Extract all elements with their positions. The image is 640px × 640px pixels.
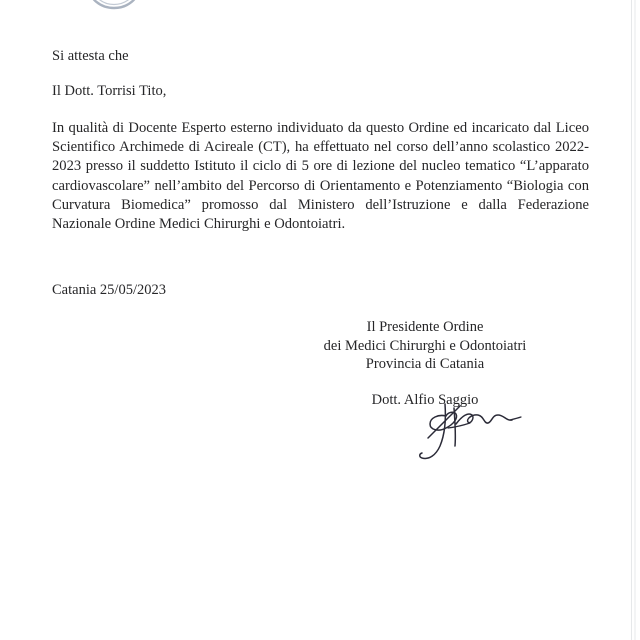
attestation-intro: Si attesta che	[52, 48, 129, 64]
signature-title-line-3: Provincia di Catania	[365, 356, 485, 372]
attestation-body-text: In qualità di Docente Esperto esterno individuato da questo Ordine ed incaricato dal Liceo Scientifico Archimede di Acireale (CT), ha effettuato nel corso dell’anno scolastico 2022-2023 presso il suddetto Istituto il ciclo di 5 ore di lezione del nucleo tematico “L’apparato cardiovascolare” nell’ambito del Percorso di Orientamento e Potenziamento “Biologia con Curvatura Biomedica” promosso dal Ministero dell’Istruzione e dalla Federazione Nazionale Ordine Medici Chirurghi e Odontoiatri.	[52, 120, 589, 233]
signature-block	[245, 318, 605, 374]
signatory-name: Dott. Alfio Saggio	[371, 392, 479, 408]
page-edge-shadow	[634, 0, 636, 640]
signature-title-line-2: dei Medici Chirurghi e Odontoiatri	[323, 337, 527, 354]
page-edge-divider	[631, 0, 632, 640]
attestation-body	[52, 119, 589, 234]
letterhead-seal-icon	[84, 0, 144, 10]
recipient-name: Il Dott. Torrisi Tito,	[52, 83, 167, 99]
place-and-date: Catania 25/05/2023	[52, 282, 166, 298]
signature-title-line-1: Il Presidente Ordine	[366, 319, 484, 335]
